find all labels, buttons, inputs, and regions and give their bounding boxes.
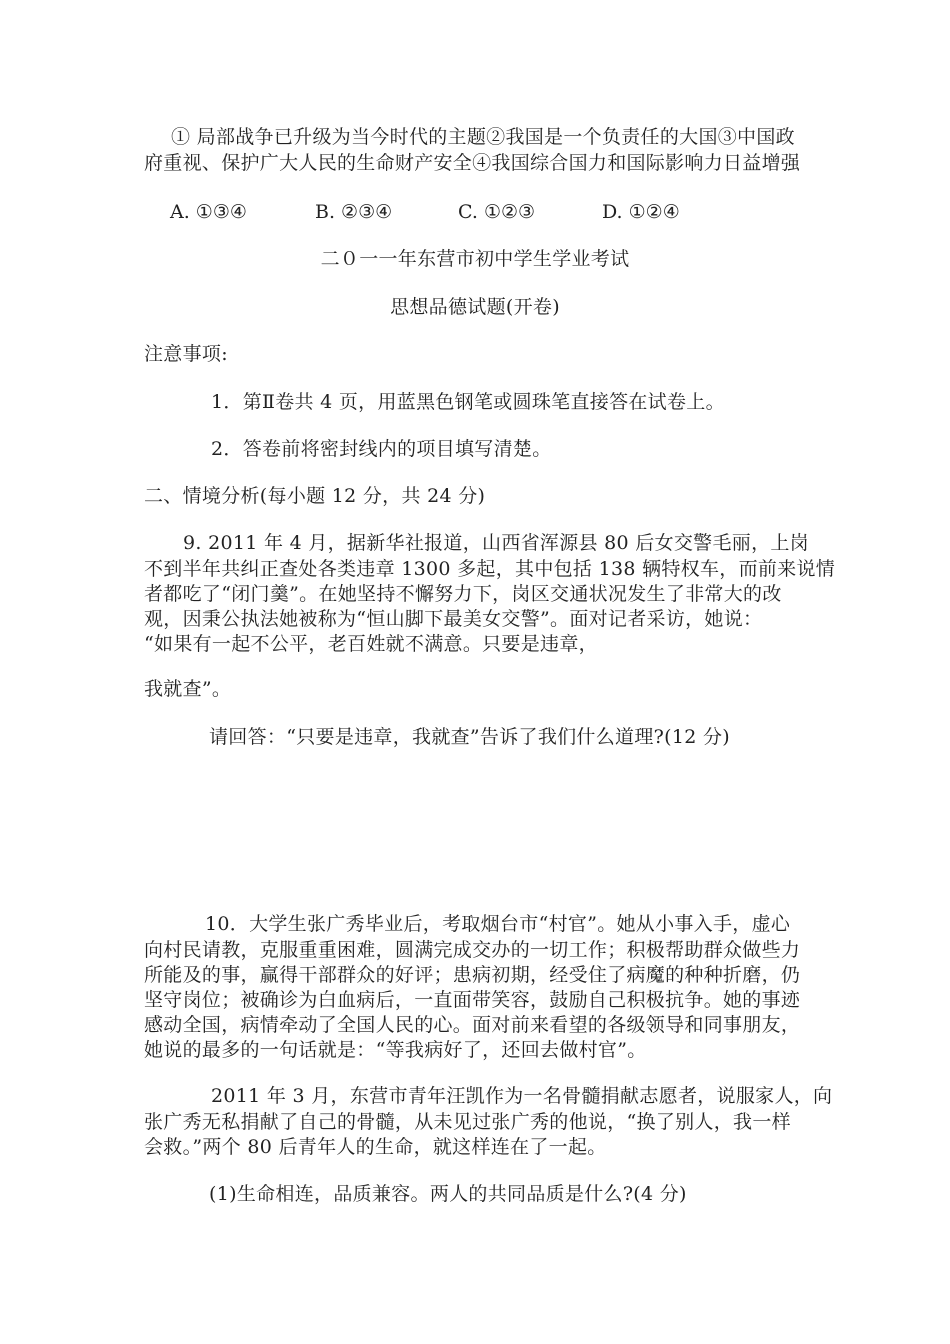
section-2-heading: 二、情境分析(每小题 12 分，共 24 分) (144, 485, 486, 507)
q10-para2-line-3: 会救。”两个 80 后青年人的生命，就这样连在了一起。 (144, 1136, 607, 1158)
q9-line-1: 9. 2011 年 4 月，据新华社报道，山西省浑源县 80 后女交警毛丽，上岗 (183, 532, 809, 554)
q8-statements-line-2: 府重视、保护广大人民的生命财产安全④我国综合国力和国际影响力日益增强 (144, 152, 801, 174)
q10-para1-line-5: 感动全国，病情牵动了全国人民的心。面对前来看望的各级领导和同事朋友， (144, 1014, 801, 1036)
q8-statements-line-1: ① 局部战争已升级为当今时代的主题②我国是一个负责任的大国③中国政 (171, 126, 795, 148)
q9-line-5: “如果有一起不公平，老百姓就不满意。只要是违章， (144, 633, 598, 655)
q10-para1-line-1: 10．大学生张广秀毕业后，考取烟台市“村官”。她从小事入手，虚心 (205, 913, 791, 935)
q10-para2-line-1: 2011 年 3 月，东营市青年汪凯作为一名骨髓捐献志愿者，说服家人，向 (211, 1085, 833, 1107)
q8-option-b: B. ②③④ (315, 201, 393, 223)
exam-title: 二０一一年东营市初中学生学业考试 (320, 248, 630, 270)
q10-para1-line-6: 她说的最多的一句话就是：“等我病好了，还回去做村官”。 (144, 1039, 647, 1061)
q9-line-3: 者都吃了“闭门羹”。在她坚持不懈努力下，岗区交通状况发生了非常大的改 (144, 583, 782, 605)
q10-para1-line-3: 所能及的事，赢得干部群众的好评；患病初期，经受住了病魔的种种折磨，仍 (144, 964, 801, 986)
q9-line-4: 观，因秉公执法她被称为“恒山脚下最美女交警”。面对记者采访，她说： (144, 608, 763, 630)
notes-item-2: 2．答卷前将密封线内的项目填写清楚。 (211, 438, 552, 460)
exam-subtitle: 思想品德试题(开卷) (390, 296, 560, 318)
q9-question: 请回答：“只要是违章，我就查”告诉了我们什么道理?(12 分) (209, 726, 730, 748)
q9-line-tail: 我就查”。 (144, 678, 232, 700)
q10-para2-line-2: 张广秀无私捐献了自己的骨髓，从未见过张广秀的他说，“换了别人，我一样 (144, 1111, 791, 1133)
q8-option-c: C. ①②③ (458, 201, 536, 223)
q10-para1-line-4: 坚守岗位；被确诊为白血病后，一直面带笑容，鼓励自己积极抗争。她的事迹 (144, 989, 801, 1011)
q10-sub-question-1: (1)生命相连，品质兼容。两人的共同品质是什么?(4 分) (209, 1183, 687, 1205)
notes-item-1: 1．第Ⅱ卷共 4 页，用蓝黑色钢笔或圆珠笔直接答在试卷上。 (211, 391, 725, 413)
q10-para1-line-2: 向村民请教，克服重重困难，圆满完成交办的一切工作；积极帮助群众做些力 (144, 939, 801, 961)
notes-heading: 注意事项: (144, 343, 228, 365)
q8-option-d: D. ①②④ (602, 201, 680, 223)
q9-line-2: 不到半年共纠正查处各类违章 1300 多起，其中包括 138 辆特权车，而前来说情 (144, 558, 836, 580)
q8-option-a: A. ①③④ (170, 201, 247, 223)
